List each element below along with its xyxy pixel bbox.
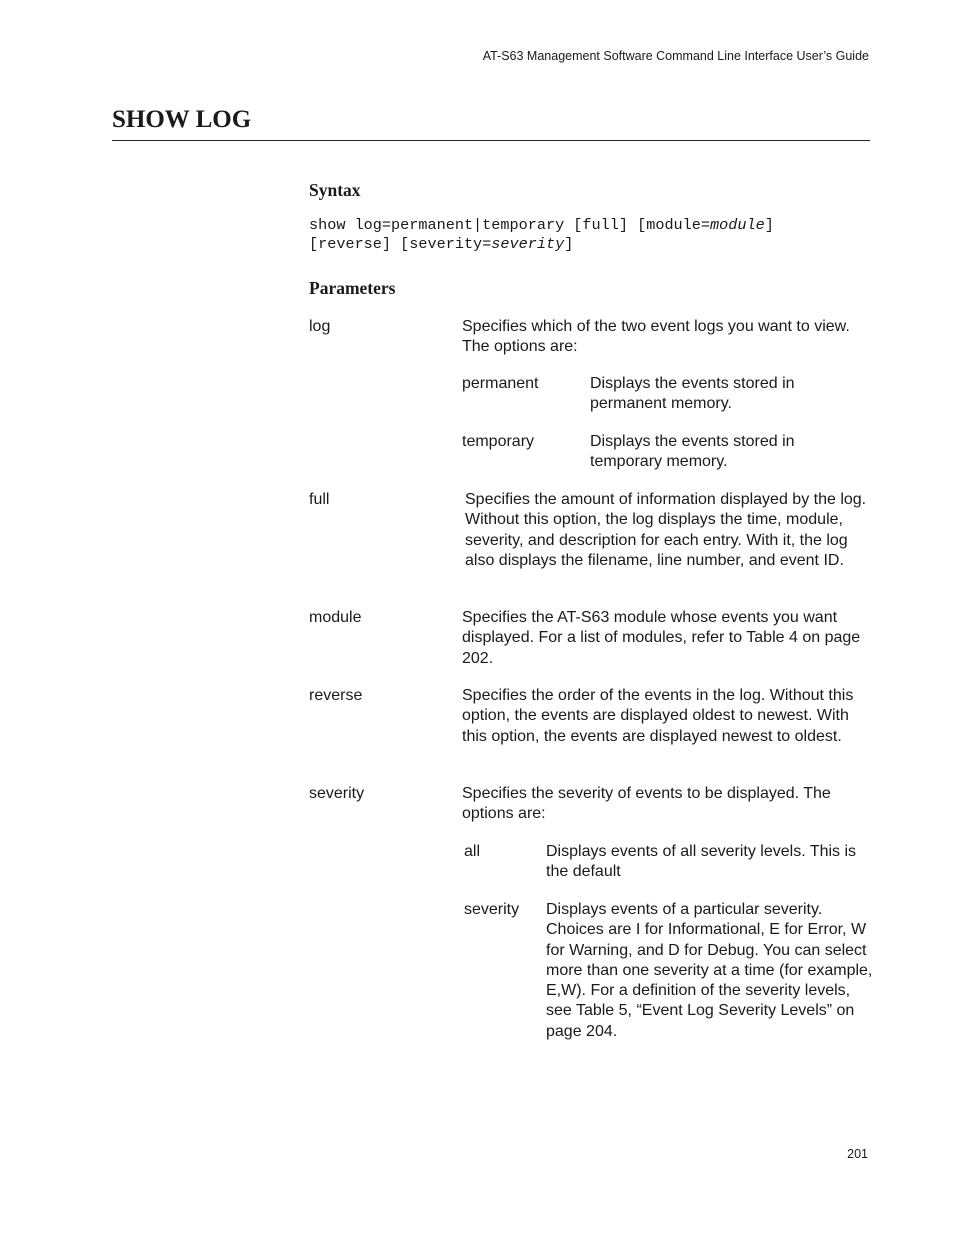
param-log-name: log [309, 318, 331, 335]
syntax-line2-end: ] [564, 235, 574, 253]
syntax-module-var: module [710, 216, 765, 234]
log-option-permanent-desc: Displays the events stored in permanent memory. [590, 375, 795, 413]
param-full-name: full [309, 491, 330, 508]
param-severity-name: severity [309, 785, 365, 802]
param-reverse-desc: Specifies the order of the events in the log. Without this option, the events are displayed oldest to newest. With this option, the events are displayed newest to oldest. [462, 687, 854, 745]
param-full-desc: Specifies the amount of information displayed by the log. Without this option, the log displays the time, module, severity, and description for each entry. With it, the log also displays the filename, line number, and event ID. [465, 491, 867, 569]
syntax-severity-var: severity [491, 235, 565, 253]
parameters-heading: Parameters [309, 278, 396, 298]
syntax-line2-text: [reverse] [severity= [309, 235, 492, 253]
severity-option-severity-name: severity [464, 901, 520, 918]
param-severity-desc: Specifies the severity of events to be displayed. The options are: [462, 785, 831, 823]
param-log-desc: Specifies which of the two event logs you want to view. The options are: [462, 318, 850, 356]
page-number: 201 [847, 1147, 868, 1161]
severity-option-all-name: all [464, 843, 481, 860]
param-module-name: module [309, 609, 362, 626]
param-module-desc: Specifies the AT-S63 module whose events you want displayed. For a list of modules, refer to Table 4 on page 202. [462, 609, 861, 667]
syntax-line1-text: show log=permanent|temporary [full] [module= [309, 216, 711, 234]
log-option-temporary-name: temporary [462, 433, 535, 450]
log-option-temporary-desc: Displays the events stored in temporary memory. [590, 433, 795, 471]
param-reverse-name: reverse [309, 687, 363, 704]
syntax-heading: Syntax [309, 180, 361, 200]
syntax-line1-end: ] [764, 216, 774, 234]
severity-option-all-desc: Displays events of all severity levels. This is the default [546, 843, 857, 881]
running-header: AT-S63 Management Software Command Line Interface User’s Guide [482, 49, 869, 63]
severity-option-severity-desc: Displays events of a particular severity. Choices are I for Informational, E for Error, W for Warning, and D for Debug. You can select more than one severity at a time (for example, E,W). For a definition of the severity levels, see Table 5, “Event Log Severity Levels” on page 204. [546, 901, 873, 1040]
page-title: SHOW LOG [112, 106, 252, 133]
log-option-permanent-name: permanent [462, 375, 539, 392]
title-rule [112, 140, 870, 141]
syntax-code [309, 216, 774, 254]
